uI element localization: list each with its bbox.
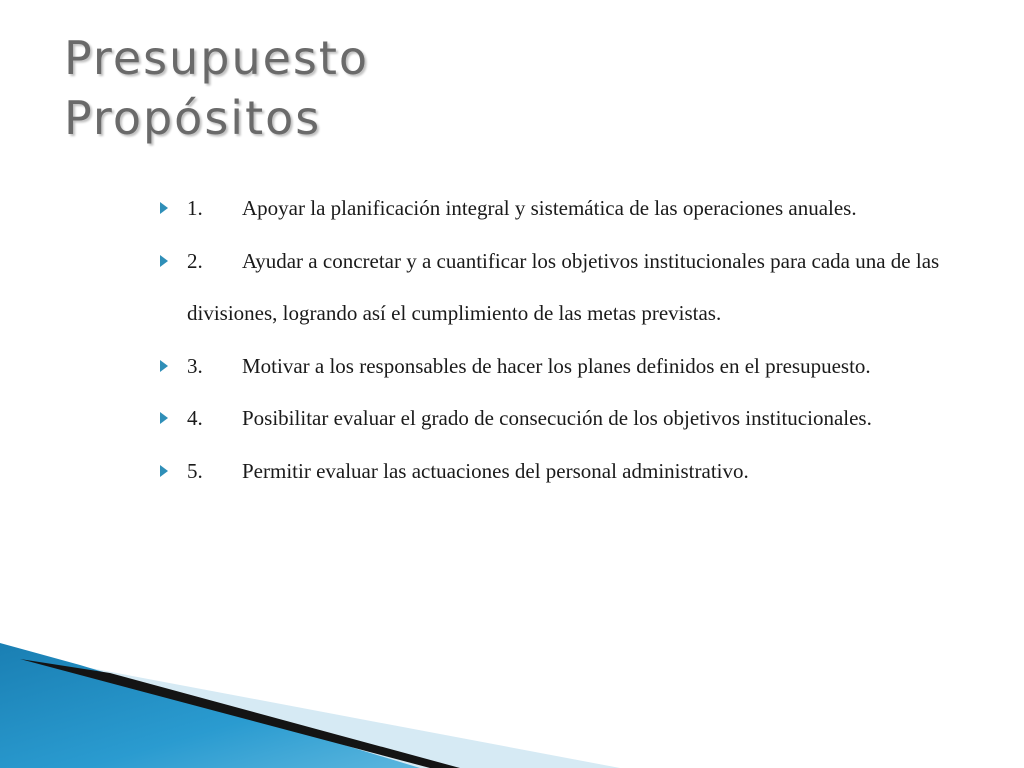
- title-line-2: Propósitos: [64, 91, 322, 145]
- bullet-text: Ayudar a concretar y a cuantificar los objetivos institucionales para cada una de las divisiones, logrando así el cumplimiento de las metas previstas.: [187, 248, 940, 325]
- triangle-right-icon: [160, 202, 168, 214]
- bullet-number: 3.: [187, 353, 203, 378]
- bullet-item-4: [156, 392, 956, 445]
- triangle-right-icon: [160, 412, 168, 424]
- bullet-number: 2.: [187, 248, 203, 273]
- bullet-text: Permitir evaluar las actuaciones del personal administrativo.: [242, 458, 749, 483]
- triangle-right-icon: [160, 465, 168, 477]
- bullet-item-1: [156, 182, 956, 235]
- bullet-text: Apoyar la planificación integral y sistemática de las operaciones anuales.: [242, 196, 857, 220]
- bullet-item-5: [156, 445, 956, 498]
- bullet-item-2: [156, 235, 956, 340]
- decorative-corner-stripes: [0, 643, 620, 768]
- title-line-1: Presupuesto: [64, 31, 370, 85]
- bullet-list: [156, 182, 956, 497]
- triangle-right-icon: [160, 360, 168, 372]
- bullet-number: 1.: [187, 196, 203, 220]
- bullet-number: 5.: [187, 458, 203, 483]
- bullet-number: 4.: [187, 406, 203, 430]
- bullet-text: Posibilitar evaluar el grado de consecución de los objetivos institucionales.: [242, 406, 872, 430]
- slide-title: [64, 28, 369, 148]
- bullet-item-3: [156, 340, 956, 393]
- bullet-text: Motivar a los responsables de hacer los planes definidos en el presupuesto.: [242, 353, 871, 378]
- triangle-right-icon: [160, 255, 168, 267]
